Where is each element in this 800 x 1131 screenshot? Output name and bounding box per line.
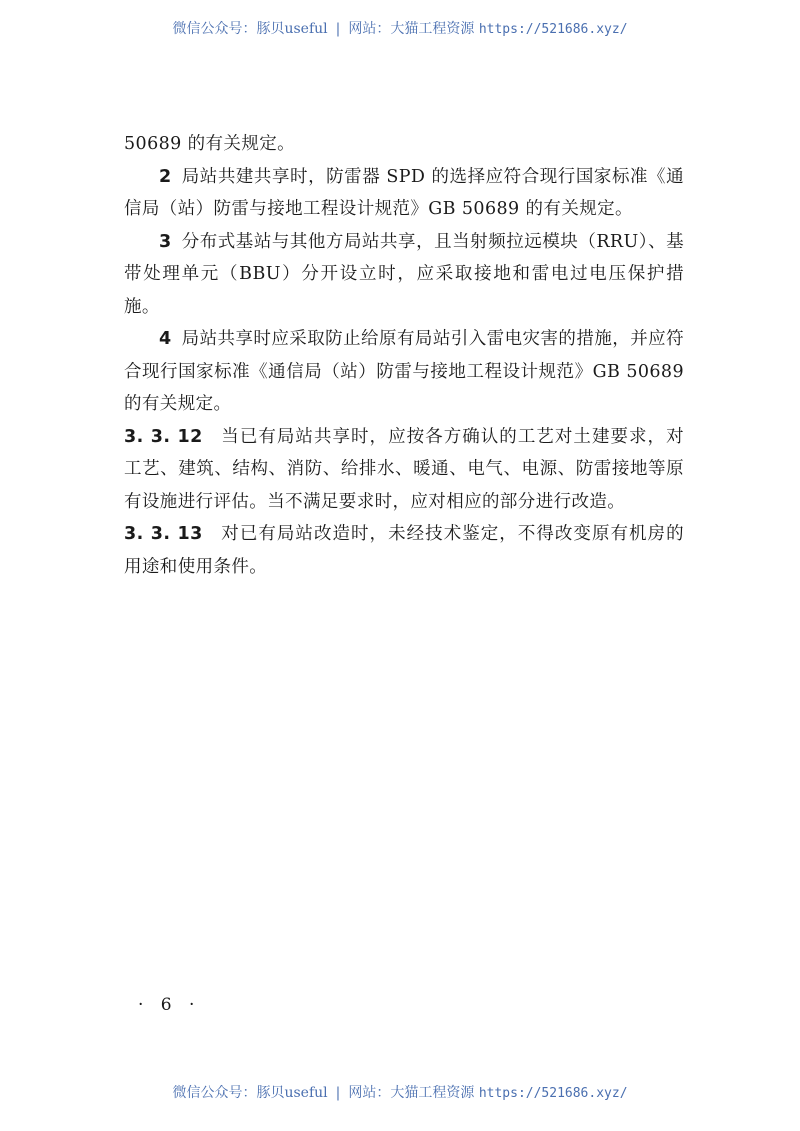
paragraph-text: 50689 的有关规定。	[124, 134, 296, 154]
paragraph-text: 局站共享时应采取防止给原有局站引入雷电灾害的措施，并应符合现行国家标准《通信局（站）防雷与接地工程设计规范》GB 50689 的有关规定。	[124, 329, 684, 414]
footer-watermark	[0, 1082, 800, 1102]
clause-text: 当已有局站共享时，应按各方确认的工艺对土建要求，对工艺、建筑、结构、消防、给排水、暖通、电气、电源、防雷接地等原有设施进行评估。当不满足要求时，应对相应的部分进行改造。	[124, 426, 684, 512]
clause-text: 对已有局站改造时，未经技术鉴定，不得改变原有机房的用途和使用条件。	[124, 524, 684, 577]
page-number: · 6 ·	[138, 995, 201, 1015]
watermark-wechat: 微信公众号：豚贝useful	[172, 1085, 328, 1101]
page-content	[124, 128, 684, 583]
watermark-separator: |	[335, 1085, 341, 1101]
watermark-site: 网站：大猫工程资源	[348, 21, 475, 37]
watermark-separator: |	[335, 21, 341, 37]
item-number: 2	[159, 166, 172, 187]
item-number: 3	[159, 231, 172, 252]
paragraph-continuation	[124, 128, 684, 161]
watermark-url[interactable]: https://521686.xyz/	[478, 1086, 628, 1101]
paragraph-text: 局站共建共享时，防雷器 SPD 的选择应符合现行国家标准《通信局（站）防雷与接地工程设计规范》GB 50689 的有关规定。	[124, 166, 684, 219]
clause-3-3-13	[124, 518, 684, 583]
paragraph-text: 分布式基站与其他方局站共享，且当射频拉远模块（RRU）、基带处理单元（BBU）分开设立时，应采取接地和雷电过电压保护措施。	[124, 231, 684, 317]
paragraph-item-3	[124, 226, 684, 324]
watermark-wechat: 微信公众号：豚贝useful	[172, 21, 328, 37]
watermark-url[interactable]: https://521686.xyz/	[478, 22, 628, 37]
header-watermark	[0, 18, 800, 38]
item-number: 4	[159, 329, 172, 349]
clause-number: 3. 3. 13	[124, 524, 203, 544]
clause-3-3-12	[124, 421, 684, 519]
paragraph-item-2	[124, 161, 684, 226]
watermark-site: 网站：大猫工程资源	[348, 1085, 475, 1101]
clause-number: 3. 3. 12	[124, 426, 203, 447]
paragraph-item-4	[124, 323, 684, 421]
